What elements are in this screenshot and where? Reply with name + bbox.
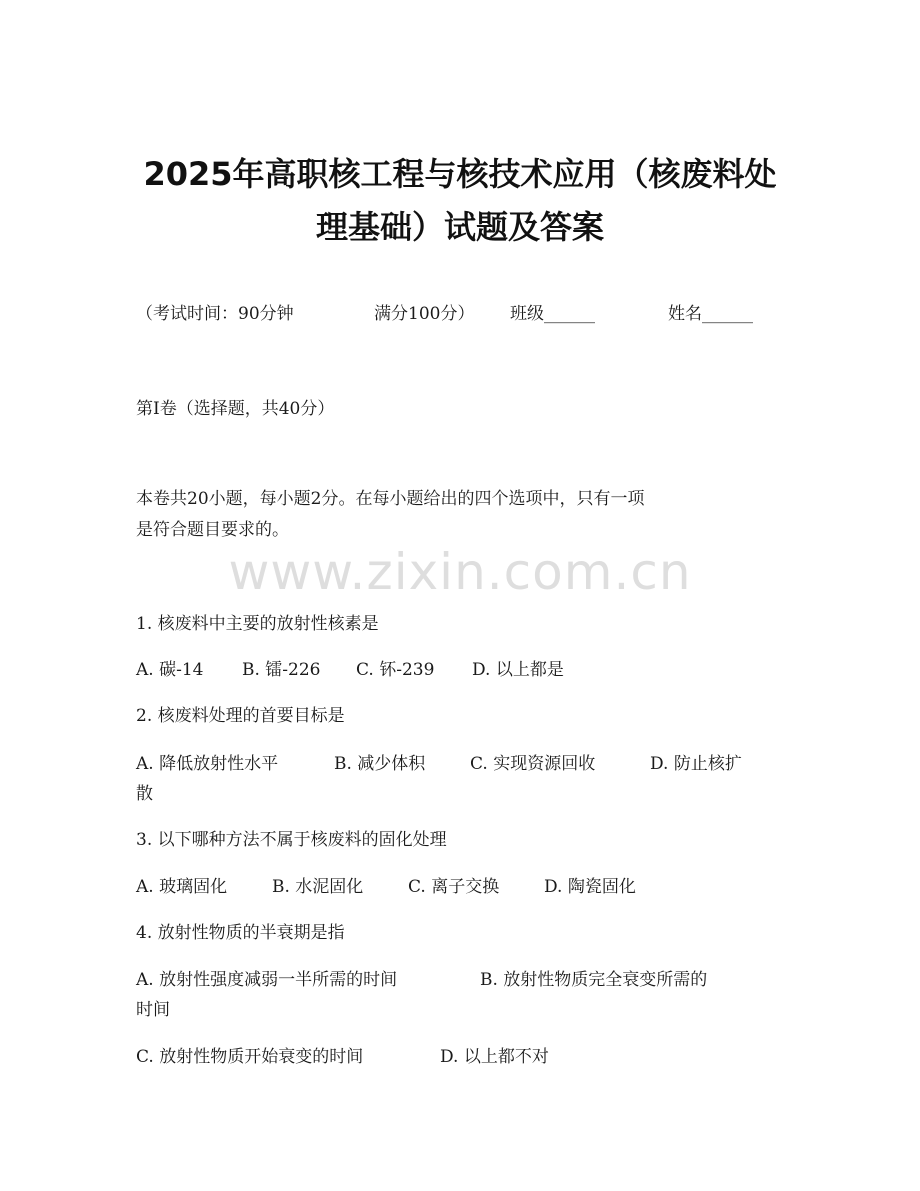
q2-option-a: A. 降低放射性水平 <box>136 754 279 774</box>
q1-option-a: A. 碳-14 <box>136 660 204 680</box>
q2-option-c: C. 实现资源回收 <box>470 754 596 774</box>
question-4-stem: 4. 放射性物质的半衰期是指 <box>136 923 345 943</box>
q2-option-d-continuation: 散 <box>136 784 153 804</box>
page-title <box>100 148 820 254</box>
q1-option-b: B. 镭-226 <box>242 660 321 680</box>
question-3-stem: 3. 以下哪种方法不属于核废料的固化处理 <box>136 830 447 850</box>
name-field: 姓名______ <box>668 304 753 324</box>
q3-option-b: B. 水泥固化 <box>272 877 364 897</box>
section-title: 第I卷（选择题，共40分） <box>136 399 335 419</box>
question-1-stem: 1. 核废料中主要的放射性核素是 <box>136 614 379 634</box>
exam-time: （考试时间：90分钟 <box>136 304 294 324</box>
watermark: www.zixin.com.cn <box>228 543 692 601</box>
class-field: 班级______ <box>510 304 595 324</box>
instructions-line-1: 本卷共20小题，每小题2分。在每小题给出的四个选项中，只有一项 <box>136 489 645 509</box>
question-2-stem: 2. 核废料处理的首要目标是 <box>136 706 345 726</box>
q3-option-d: D. 陶瓷固化 <box>544 877 636 897</box>
q1-option-d: D. 以上都是 <box>472 660 564 680</box>
q4-option-b: B. 放射性物质完全衰变所需的 <box>480 970 708 990</box>
question-4-options-row-2 <box>136 1043 736 1071</box>
exam-full-score: 满分100分） <box>374 304 475 324</box>
question-1-options <box>136 656 736 684</box>
instructions <box>136 484 786 546</box>
q4-option-d: D. 以上都不对 <box>440 1047 549 1067</box>
title-line-1: 2025年高职核工程与核技术应用（核废料处 <box>143 155 777 193</box>
q1-option-c: C. 钚-239 <box>356 660 435 680</box>
question-4-options-row-1 <box>136 966 786 994</box>
question-3-options <box>136 873 736 901</box>
q4-option-b-continuation: 时间 <box>136 1000 170 1020</box>
q4-option-a: A. 放射性强度减弱一半所需的时间 <box>136 970 398 990</box>
q3-option-c: C. 离子交换 <box>408 877 500 897</box>
q4-option-c: C. 放射性物质开始衰变的时间 <box>136 1047 364 1067</box>
q2-option-b: B. 减少体积 <box>334 754 426 774</box>
title-line-2: 理基础）试题及答案 <box>315 208 604 246</box>
question-2-options <box>136 750 786 778</box>
instructions-line-2: 是符合题目要求的。 <box>136 520 289 540</box>
q3-option-a: A. 玻璃固化 <box>136 877 228 897</box>
q2-option-d: D. 防止核扩 <box>650 754 742 774</box>
